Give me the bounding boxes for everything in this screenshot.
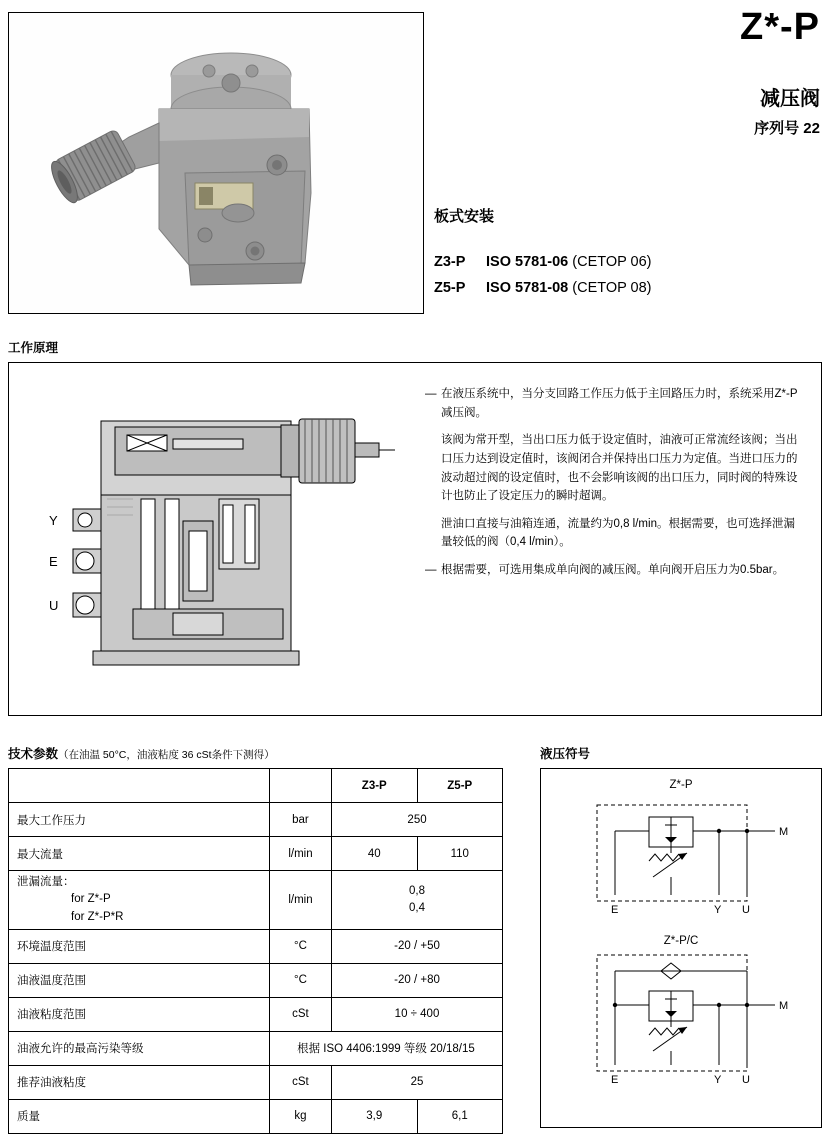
tech-params-heading [8,744,275,762]
working-principle-box [8,362,822,716]
tech-params-title: 技术参数 [8,747,59,761]
iso-line-1 [434,254,814,270]
iso-cetop-1: (CETOP 06) [572,254,652,270]
row-value-max-flow-z5p: 110 [417,837,503,871]
row-label-max-flow: 最大流量 [9,837,270,871]
principle-paragraph-1 [425,385,801,422]
row-label-mass: 质量 [9,1099,270,1133]
row-unit-viscosity-range: cSt [269,997,331,1031]
title-block [440,8,820,138]
svg-text:U: U [49,598,59,613]
product-photo [8,12,424,314]
principle-paragraph-2: 该阀为常开型，当出口压力低于设定值时，油液可正常流经该阀；当出口压力达到设定值时，该阀闭合并保持出口压力为定值。当进口压力的波动超过阀的设定值时，也不会影响该阀的出口压力，同时阀的特殊设计也防止了设定压力的瞬时超调。 [441,434,798,503]
symbol-port-e-1: E [611,904,619,916]
row-value-leakage [332,871,503,930]
dash-marker-2: — [425,564,437,576]
header-empty-1 [9,769,270,803]
symbol-port-m-2: M [779,1000,789,1012]
row-label-viscosity-range: 油液粘度范围 [9,997,270,1031]
row-value-viscosity-range: 10 ÷ 400 [332,997,503,1031]
row-value-max-flow-z3p: 40 [332,837,417,871]
row-value-recommended-viscosity: 25 [332,1065,503,1099]
header-z5p: Z5-P [417,769,503,803]
row-unit-oil-temp: °C [269,963,331,997]
hydraulic-symbol-heading: 液压符号 [540,747,591,761]
symbol-diagram-zp [561,791,801,921]
symbol-port-y-1: Y [714,904,722,916]
row-unit-leakage: l/min [269,871,331,930]
symbol-port-u-2: U [742,1074,750,1086]
table-row [9,997,503,1031]
table-row [9,871,503,930]
header-z3p: Z3-P [332,769,417,803]
principle-p1-text: 在液压系统中，当分支回路工作压力低于主回路压力时，系统采用Z*-P减压阀。 [441,388,798,419]
svg-text:Y: Y [49,513,58,528]
svg-text:E: E [49,554,58,569]
table-row [9,837,503,871]
row-value-mass-z5p: 6,1 [417,1099,503,1133]
principle-paragraph-4 [425,561,801,580]
row-value-max-pressure: 250 [332,803,503,837]
iso-code-1: Z3-P [434,254,466,270]
row-label-contamination: 油液允许的最高污染等级 [9,1031,270,1065]
table-row [9,1065,503,1099]
leak-label-a: for Z*-P [71,893,111,906]
tech-params-note: （在油温 50°C，油液粘度 36 cSt条件下测得） [58,749,275,761]
symbol-port-u-1: U [742,904,750,916]
row-unit-max-pressure: bar [269,803,331,837]
working-principle-heading: 工作原理 [8,341,59,355]
row-value-mass-z3p: 3,9 [332,1099,417,1133]
serial-number: 序列号 22 [754,120,820,137]
symbol-port-e-2: E [611,1074,619,1086]
dash-marker-1: — [425,388,437,400]
leak-value-b: 0,4 [409,901,426,914]
row-unit-recommended-viscosity: cSt [269,1065,331,1099]
table-header-row [9,769,503,803]
leak-value-a: 0,8 [409,885,426,898]
header-empty-2 [269,769,331,803]
table-row [9,1099,503,1133]
table-row [9,929,503,963]
table-row [9,963,503,997]
symbol-title-2: Z*-P/C [663,935,699,947]
mounting-block [434,205,814,306]
tech-params-table [8,768,503,1134]
principle-text [425,385,801,589]
principle-p4-text: 根据需要，可选用集成单向阀的减压阀。单向阀开启压力为0.5bar。 [441,564,785,576]
table-row [9,1031,503,1065]
principle-paragraph-3: 泄油口直接与油箱连通，流量约为0,8 l/min。根据需要，也可选择泄漏量较低的阀（0,4 l/min）。 [441,517,795,549]
mounting-title: 板式安装 [434,208,495,225]
row-label-ambient-temp: 环境温度范围 [9,929,270,963]
row-value-contamination: 根据 ISO 4406:1999 等级 20/18/15 [269,1031,502,1065]
row-unit-mass: kg [269,1099,331,1133]
leak-label-main: 泄漏流量： [17,876,75,888]
tech-params-table-wrap [8,768,503,1134]
iso-standard-1: ISO 5781-06 [486,254,569,270]
row-value-oil-temp: -20 / +80 [332,963,503,997]
leak-label-b: for Z*-P*R [71,910,124,923]
valve-cross-section-diagram [23,381,423,681]
product-code: Z*-P [740,6,820,48]
hydraulic-symbol-box [540,768,822,1128]
iso-cetop-2: (CETOP 08) [572,280,652,296]
symbol-diagram-zpc [561,947,801,1093]
iso-code-2: Z5-P [434,280,466,296]
row-label-recommended-viscosity: 推荐油液粘度 [9,1065,270,1099]
iso-standard-2: ISO 5781-08 [486,280,569,296]
row-unit-ambient-temp: °C [269,929,331,963]
row-unit-max-flow: l/min [269,837,331,871]
row-value-ambient-temp: -20 / +50 [332,929,503,963]
valve-photo-illustration [9,13,421,311]
product-name: 减压阀 [760,88,820,110]
symbol-port-y-2: Y [714,1074,722,1086]
row-label-oil-temp: 油液温度范围 [9,963,270,997]
row-label-leakage [9,871,270,930]
table-row [9,803,503,837]
iso-line-2 [434,280,814,296]
symbol-port-m-1: M [779,826,789,838]
row-label-max-pressure: 最大工作压力 [9,803,270,837]
symbol-title-1: Z*-P [669,779,693,791]
